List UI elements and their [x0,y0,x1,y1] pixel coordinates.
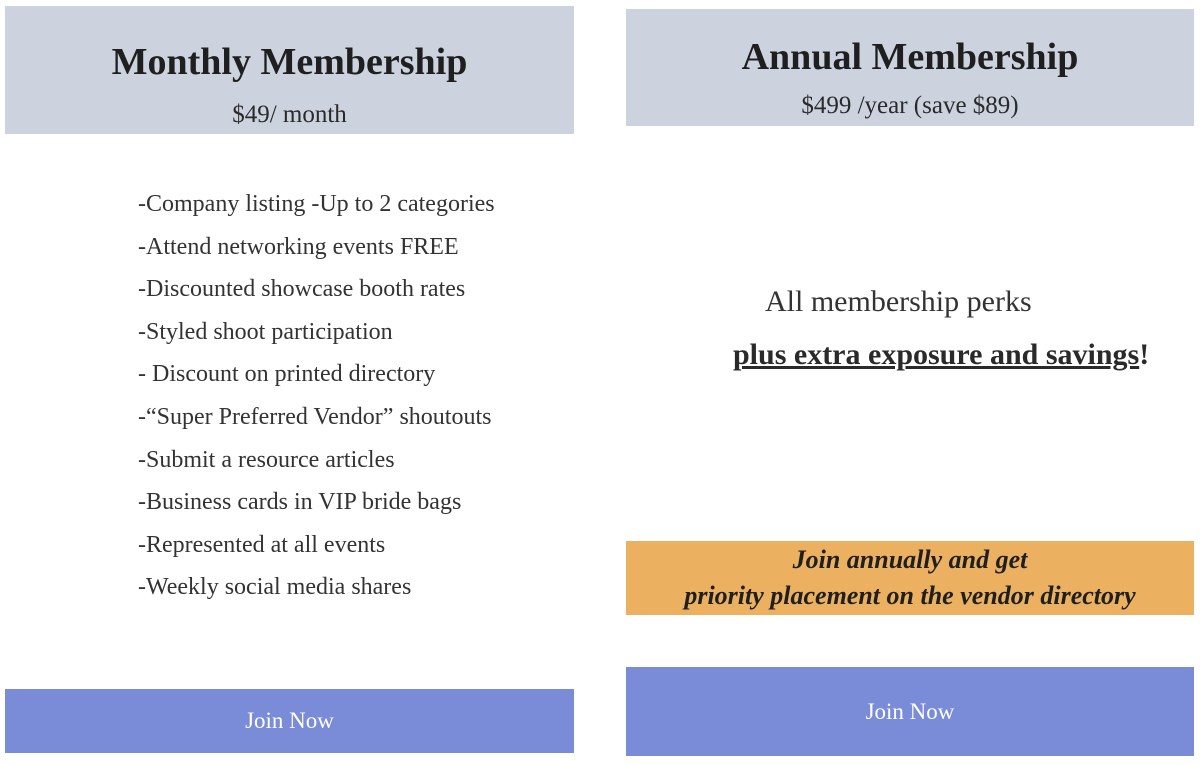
monthly-join-button[interactable]: Join Now [5,689,574,753]
annual-extras-text [733,338,1149,372]
perk-item: -Weekly social media shares [138,574,412,601]
annual-join-button[interactable]: Join Now [626,667,1194,756]
perk-item: -Business cards in VIP bride bags [138,489,462,516]
promo-line-1: Join annually and get [792,545,1028,574]
promo-line-2: priority placement on the vendor directory [684,581,1136,610]
perk-item: -Discounted showcase booth rates [138,276,466,303]
annual-extras-underlined: plus extra exposure and savings [733,338,1140,371]
annual-perks-text: All membership perks [765,285,1032,318]
annual-extras-suffix: ! [1139,338,1150,371]
perk-item: - Discount on printed directory [138,361,436,388]
promo-banner [626,541,1194,615]
annual-price: $499 /year (save $89) [801,92,1019,119]
monthly-price: $49/ month [232,101,347,128]
perk-item: -“Super Preferred Vendor” shoutouts [138,403,492,430]
monthly-perks-list [138,183,495,609]
perk-item: -Styled shoot participation [138,318,393,345]
annual-header [626,9,1194,126]
perk-item: -Represented at all events [138,531,386,558]
perk-item: -Submit a resource articles [138,446,395,473]
perk-item: -Attend networking events FREE [138,233,459,260]
monthly-title: Monthly Membership [111,41,468,83]
perk-item: -Company listing -Up to 2 categories [138,191,495,217]
monthly-header [5,6,574,134]
annual-title: Annual Membership [741,36,1079,78]
